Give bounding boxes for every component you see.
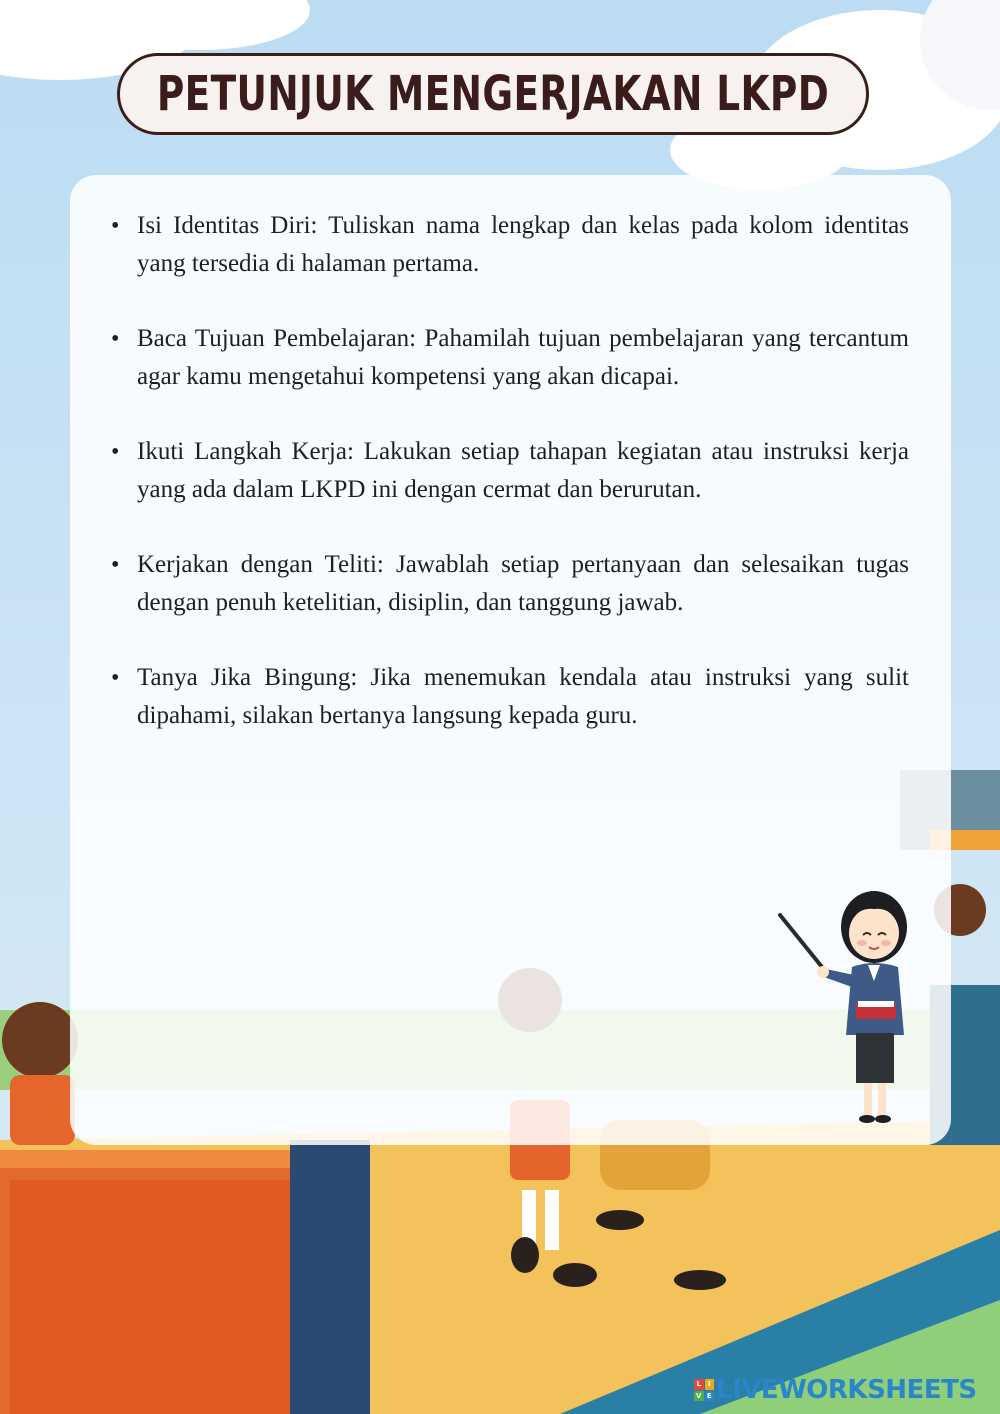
instruction-item: • Isi Identitas Diri: Tuliskan nama lengkap dan kelas pada kolom identitas yang tersedia di halaman pertama.	[137, 207, 909, 283]
instruction-item: • Kerjakan dengan Teliti: Jawablah setiap pertanyaan dan selesaikan tugas dengan penuh ketelitian, disiplin, dan tanggung jawab.	[137, 546, 909, 622]
logo-letter: L	[694, 1379, 704, 1390]
page-title: PETUNJUK MENGERJAKAN LKPD	[156, 66, 830, 122]
logo-letter: V	[694, 1391, 704, 1402]
brand-name: LIVEWORKSHEETS	[716, 1375, 977, 1405]
title-banner	[117, 53, 869, 135]
logo-letter: E	[705, 1391, 715, 1402]
instruction-item: • Tanya Jika Bingung: Jika menemukan kendala atau instruksi yang sulit dipahami, silakan bertanya langsung kepada guru.	[137, 659, 909, 735]
liveworksheets-logo-icon	[694, 1379, 714, 1401]
teacher-illustration	[770, 885, 920, 1130]
logo-letter: I	[705, 1379, 715, 1390]
instruction-list	[137, 207, 909, 772]
liveworksheets-brand	[694, 1375, 977, 1405]
instruction-item: • Ikuti Langkah Kerja: Lakukan setiap tahapan kegiatan atau instruksi kerja yang ada dalam LKPD ini dengan cermat dan berurutan.	[137, 433, 909, 509]
instruction-item: • Baca Tujuan Pembelajaran: Pahamilah tujuan pembelajaran yang tercantum agar kamu mengetahui kompetensi yang akan dicapai.	[137, 320, 909, 396]
